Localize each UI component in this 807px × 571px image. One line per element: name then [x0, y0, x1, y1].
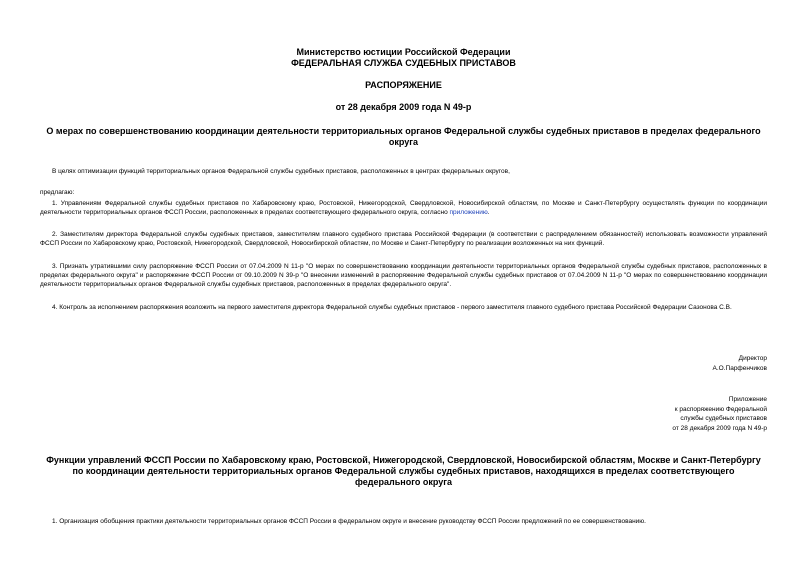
preamble-paragraph: [40, 167, 767, 176]
service-heading: ФЕДЕРАЛЬНАЯ СЛУЖБА СУДЕБНЫХ ПРИСТАВОВ: [291, 58, 516, 68]
appendix-ref-line-2: к распоряжению Федеральной: [674, 406, 767, 413]
item-3-paragraph: [40, 262, 767, 289]
appendix-link[interactable]: приложению: [449, 209, 488, 216]
doc-type-heading: РАСПОРЯЖЕНИЕ: [365, 80, 442, 90]
propose-paragraph: предлагаю:: [40, 189, 75, 196]
item-4-text: 4. Контроль за исполнением распоряжения возложить на первого заместителя директора Федеральной службы судебных приставов - первого заместителя главного судебного пристава Российской Федерации Сазонова С.В.: [52, 304, 732, 311]
appendix-ref-line-3: службы судебных приставов: [680, 415, 767, 422]
document-title: О мерах по совершенствованию координации деятельности территориальных органов Федеральной службы судебных приставов в пределах федерального округа: [46, 126, 761, 147]
date-number-heading: от 28 декабря 2009 года N 49-р: [335, 102, 472, 112]
item-1-text: 1. Управлениям Федеральной службы судебных приставов по Хабаровскому краю, Ростовской, Нижегородской, Свердловской, Новосибирской областям, по Москве и Санкт-Петербургу осуществлять функции по координации деятельности территориальных органов ФССП России, расположенных в пределах соответствующего федерального округа, согласно: [40, 200, 767, 216]
item-2-text: 2. Заместителям директора Федеральной службы судебных приставов, заместителям главного судебного пристава Российской Федерации (в соответствии с распределением обязанностей) использовать возможности управлений ФССП России по Хабаровскому краю, Ростовской, Нижегородской, Свердловской, Новосибирской областям, по Москве и Санкт-Петербургу по реализации возложенных на них функций.: [40, 231, 767, 247]
signature-position: Директор: [738, 355, 767, 362]
item-1-text-end: .: [487, 209, 490, 216]
appendix-item-1-paragraph: [40, 517, 767, 526]
appendix-ref-line-4: от 28 декабря 2009 года N 49-р: [672, 425, 767, 432]
signature-name: А.О.Парфенчиков: [712, 365, 767, 372]
item-3-text: 3. Признать утратившими силу распоряжение ФССП России от 07.04.2009 N 11-р "О мерах по совершенствованию координации деятельности территориальных органов Федеральной службы судебных приставов, расположенных в пределах федерального округа" и распоряжение ФССП России от 09.10.2009 N 39-р "О внесении изменений в распоряжение Федеральной службы судебных приставов от 07.04.2009 N 11-р "О мерах по совершенствованию координации деятельности территориальных органов Федеральной службы судебных приставов, расположенных в пределах федерального округа".: [40, 263, 767, 288]
appendix-title: Функции управлений ФССП России по Хабаровскому краю, Ростовской, Нижегородской, Свердловской, Новосибирской областям, Москве и Санкт-Петербургу по координации деятельности территориальных органов Федеральной службы судебных приставов, находящихся в пределах соответствующего федерального округа: [46, 455, 761, 487]
appendix-item-1-text: 1. Организация обобщения практики деятельности территориальных органов ФССП России в федеральном округе и внесение руководству ФССП России предложений по ее совершенствованию.: [52, 518, 646, 525]
preamble-text: В целях оптимизации функций территориальных органов Федеральной службы судебных приставов, расположенных в центрах федеральных округов,: [52, 168, 510, 175]
item-4-paragraph: [40, 303, 767, 312]
item-2-paragraph: [40, 230, 767, 248]
ministry-heading: Министерство юстиции Российской Федерации: [296, 47, 511, 57]
appendix-ref-line-1: Приложение: [728, 396, 767, 403]
item-1-paragraph: [40, 199, 767, 217]
